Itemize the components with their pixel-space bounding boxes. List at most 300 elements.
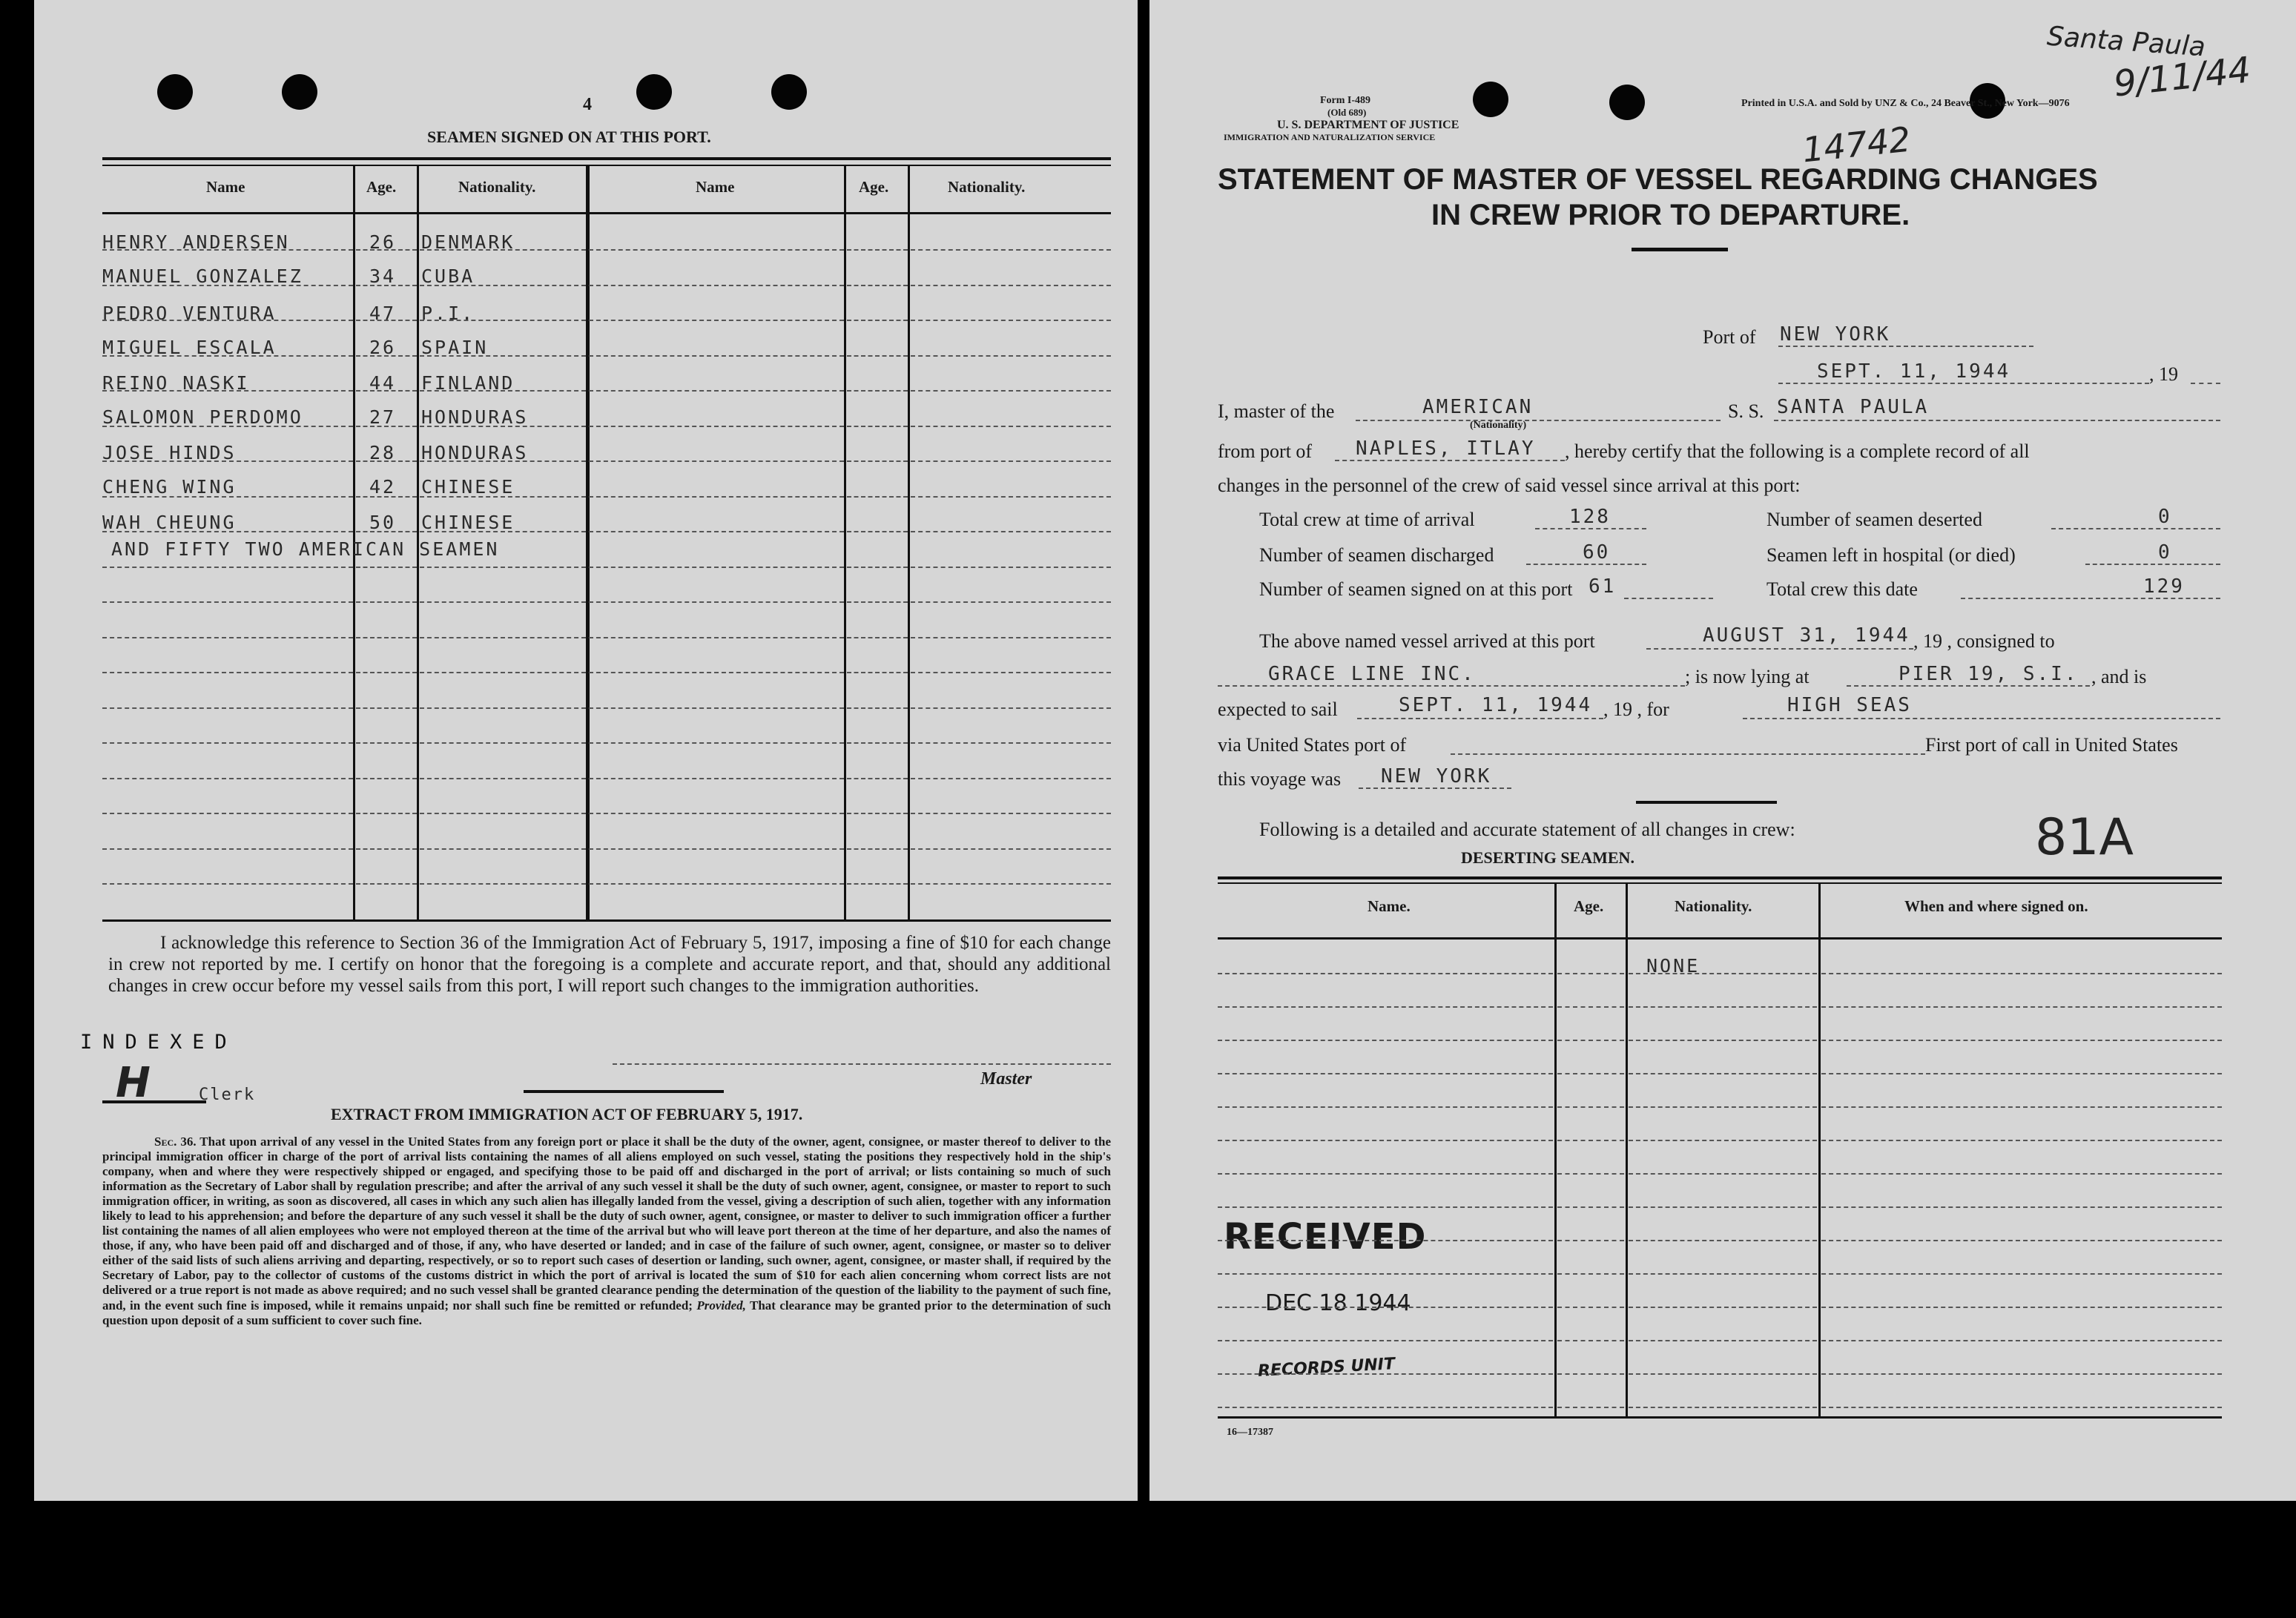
row-line <box>847 285 908 286</box>
desert-entry-none: NONE <box>1646 955 1700 977</box>
desert-row-line <box>1821 1340 2222 1341</box>
consignee: GRACE LINE INC. <box>1268 663 1476 685</box>
port-of-line <box>1778 346 2033 347</box>
row-line <box>589 320 844 321</box>
arrived-label: The above named vessel arrived at this port <box>1259 630 1595 652</box>
desert-row-line <box>1557 1307 1624 1308</box>
row-line <box>356 742 417 744</box>
desert-row-line <box>1557 1273 1624 1275</box>
table-header-rule <box>102 212 1111 214</box>
arrival-date: AUGUST 31, 1944 <box>1703 624 1910 647</box>
certify-text: , hereby certify that the following is a complete record of all <box>1565 440 2030 462</box>
row-line <box>420 778 586 779</box>
row-line <box>356 496 417 498</box>
vessel-name: SANTA PAULA <box>1777 396 1930 418</box>
row-line <box>102 637 353 638</box>
form-title-line2: IN CREW PRIOR TO DEPARTURE. <box>1431 199 1910 231</box>
row-line <box>847 390 908 392</box>
section-rule <box>1636 801 1777 804</box>
header-name: Name <box>206 178 245 196</box>
row-line <box>911 567 1111 568</box>
row-line <box>847 460 908 462</box>
seaman-nationality: CUBA <box>421 265 475 287</box>
seaman-nationality: SPAIN <box>421 337 489 358</box>
row-line <box>420 883 586 885</box>
row-line <box>102 355 353 357</box>
desert-row-line <box>1629 1373 1817 1375</box>
seaman-name: MIGUEL ESCALA <box>102 337 277 358</box>
seaman-nationality: CHINESE <box>421 512 515 533</box>
row-line <box>847 355 908 357</box>
row-line <box>847 883 908 885</box>
row-line <box>420 320 586 321</box>
clerk-underline <box>102 1100 206 1103</box>
row-line <box>589 601 844 603</box>
desert-row-line <box>1218 1240 1553 1241</box>
lying-text: ; is now lying at <box>1685 666 1810 687</box>
row-line <box>911 637 1111 638</box>
row-line <box>102 285 353 286</box>
seaman-name: MANUEL GONZALEZ <box>102 265 303 287</box>
first-port-text: First port of call in United States <box>1925 734 2178 756</box>
row-line <box>420 707 586 709</box>
row-line <box>356 355 417 357</box>
from-port-line <box>1335 460 1565 461</box>
row-line <box>847 778 908 779</box>
row-line <box>420 637 586 638</box>
row-line <box>589 249 844 251</box>
row-line <box>102 426 353 427</box>
seaman-nationality: CHINESE <box>421 476 515 498</box>
row-line <box>911 390 1111 392</box>
printed-by: Printed in U.S.A. and Sold by UNZ & Co., 24 Beaver St., New York—9076 <box>1741 98 2070 109</box>
row-line <box>911 813 1111 814</box>
row-line <box>847 320 908 321</box>
statement-date: SEPT. 11, 1944 <box>1817 360 2011 383</box>
desert-row-line <box>1629 1206 1817 1208</box>
row-line <box>420 426 586 427</box>
row-line <box>589 848 844 850</box>
desert-row-line <box>1821 1307 2222 1308</box>
received-date: DEC 18 1944 <box>1265 1290 1411 1316</box>
destination-line <box>1743 718 2220 719</box>
desert-row-line <box>1557 1006 1624 1008</box>
desert-header-name: Name. <box>1368 897 1411 915</box>
row-line <box>102 778 353 779</box>
stat-value: 129 <box>2143 575 2185 598</box>
desert-row-line <box>1218 1173 1553 1175</box>
row-line <box>847 426 908 427</box>
desert-row-line <box>1218 1307 1553 1308</box>
row-line <box>102 567 353 568</box>
row-line <box>911 355 1111 357</box>
seaman-age: 27 <box>369 406 397 428</box>
row-line <box>847 848 908 850</box>
sail-date: SEPT. 11, 1944 <box>1399 694 1593 716</box>
row-line <box>356 460 417 462</box>
via-line <box>1451 753 1925 755</box>
stat-value: 61 <box>1589 575 1617 598</box>
punch-hole <box>636 74 672 110</box>
desert-row-line <box>1557 1407 1624 1408</box>
arrival-date-line <box>1646 648 1913 650</box>
row-line <box>356 285 417 286</box>
desert-row-line <box>1821 973 2222 974</box>
desert-row-line <box>1629 1240 1817 1241</box>
row-line <box>102 848 353 850</box>
desert-row-line <box>1218 1073 1553 1074</box>
row-line <box>911 285 1111 286</box>
desert-col-divider <box>1554 882 1557 1416</box>
extract-text: Sec. 36. That upon arrival of any vessel in the United States from any foreign port or place it shall be the duty of the owner, agent, consignee, or master thereof to deliver to the principal immigration officer in charge of the port of arrival lists containing the names of all aliens employed on such vessel, stating the positions they respectively hold in the ship's company, when and where they were respectively shipped or engaged, and specifying those to be paid off and discharged in the port of arrival; or lists containing so much of such information as the Secretary of Labor shall by regulation prescribe; and after the arrival of any such vessel it shall be the duty of such owner, agent, consignee, or master to report to such immigration officer, in writing, as soon as discovered, all cases in which any such alien has illegally landed from the vessel, giving a description of such alien, together with any information likely to lead to his apprehension; and before the departure of any such vessel it shall be the duty of such owner, agent, consignee, or master to deliver to such immigration officer a further list containing the names of all alien employees who were not employed thereon at the time of the arrival but who will leave port thereon at the time of her departure, and also the names of those, if any, who have been paid off and discharged and of those, if any, who have deserted or landed; and in case of the failure of such owner, agent, consignee, or master so to deliver either of the said lists of such aliens arriving and departing, respectively, or so to report such cases of desertion or landing, such owner, agent, consignee, or master shall, if required by the Secretary of Labor, pay to the collector of customs of the customs district in which the port of arrival is located the sum of $10 for each alien concerning whom correct lists are not delivered or a true report is not made as above required; and no such vessel shall be granted clearance pending the determination of the question of the liability to the payment of such fine, and, in the event such fine is imposed, while it remains unpaid; nor shall such fine be remitted or refunded; Provided, That clearance may be granted prior to the determination of such question upon deposit of a sum sufficient to cover such fine. <box>102 1135 1111 1327</box>
via-label: via United States port of <box>1218 734 1407 756</box>
row-line <box>847 249 908 251</box>
row-line <box>589 460 844 462</box>
row-line <box>911 426 1111 427</box>
seaman-name: JOSE HINDS <box>102 442 237 463</box>
desert-row-line <box>1821 1006 2222 1008</box>
additional-seamen-note: AND FIFTY TWO AMERICAN SEAMEN <box>111 538 500 560</box>
seaman-name: REINO NASKI <box>102 372 250 394</box>
desert-row-line <box>1218 1407 1553 1408</box>
indexed-stamp: INDEXED <box>80 1031 237 1054</box>
seaman-age: 28 <box>369 442 397 463</box>
row-line <box>847 813 908 814</box>
header-nationality: Nationality. <box>458 178 536 196</box>
department: U. S. DEPARTMENT OF JUSTICE <box>1277 119 1459 131</box>
row-line <box>102 531 353 532</box>
seaman-age: 26 <box>369 337 397 358</box>
row-line <box>356 249 417 251</box>
row-line <box>589 426 844 427</box>
desert-row-line <box>1821 1273 2222 1275</box>
desert-row-line <box>1821 1373 2222 1375</box>
form-number: Form I-489 <box>1320 95 1371 106</box>
row-line <box>102 813 353 814</box>
seaman-nationality: HONDURAS <box>421 442 529 463</box>
row-line <box>911 742 1111 744</box>
seaman-age: 42 <box>369 476 397 498</box>
row-line <box>911 778 1111 779</box>
row-line <box>911 883 1111 885</box>
voyage-label: this voyage was <box>1218 768 1342 790</box>
for-text: , 19 , for <box>1603 699 1669 720</box>
pier-line <box>1847 685 2090 687</box>
master-of-label: I, master of the <box>1218 400 1335 422</box>
row-line <box>420 601 586 603</box>
row-line <box>356 672 417 673</box>
header-age: Age. <box>859 178 889 196</box>
stat-line <box>1961 598 2220 599</box>
row-line <box>356 707 417 709</box>
desert-row-line <box>1629 1173 1817 1175</box>
desert-row-line <box>1557 973 1624 974</box>
row-line <box>102 249 353 251</box>
punch-hole <box>1609 85 1645 120</box>
acknowledgement-text: I acknowledge this reference to Section 36 of the Immigration Act of February 5, 1917, imposing a fine of $10 for each change in crew not reported by me. I certify on honor that the foregoing is a complete and accurate report, and that, should any additional changes in crew occur before my vessel sails from this port, I will report such changes to the immigration authorities. <box>108 933 1111 996</box>
stat-label: Number of seamen signed on at this port <box>1259 578 1573 600</box>
table-bottom-rule <box>102 919 1111 922</box>
desert-row-line <box>1629 1006 1817 1008</box>
vessel-name-line <box>1774 420 2220 421</box>
desert-row-line <box>1629 1307 1817 1308</box>
row-line <box>356 390 417 392</box>
nationality-line <box>1356 420 1721 421</box>
row-line <box>847 496 908 498</box>
row-line <box>847 601 908 603</box>
row-line <box>589 567 844 568</box>
expected-label: expected to sail <box>1218 699 1338 720</box>
seaman-name: PEDRO VENTURA <box>102 303 277 324</box>
consigned-text: , 19 , consigned to <box>1913 630 2055 652</box>
desert-header-signed-on: When and where signed on. <box>1904 897 2088 915</box>
page-number: 4 <box>583 95 592 114</box>
punch-hole <box>282 74 317 110</box>
stat-value: 128 <box>1569 506 1611 528</box>
corner-note-vessel: Santa Paula <box>2045 21 2207 63</box>
row-line <box>911 320 1111 321</box>
desert-row-line <box>1821 1173 2222 1175</box>
stat-label: Total crew at time of arrival <box>1259 509 1475 530</box>
row-line <box>356 426 417 427</box>
desert-table-top-thin <box>1218 882 2222 884</box>
seaman-name: WAH CHEUNG <box>102 512 237 533</box>
voyage-line <box>1359 787 1511 789</box>
stat-line <box>2051 528 2220 529</box>
voyage-port: NEW YORK <box>1381 765 1492 787</box>
seaman-age: 50 <box>369 512 397 533</box>
punch-hole <box>157 74 193 110</box>
stat-label: Total crew this date <box>1766 578 1918 600</box>
desert-row-line <box>1557 1106 1624 1108</box>
title-rule <box>1632 248 1728 251</box>
row-line <box>102 320 353 321</box>
punch-hole <box>771 74 807 110</box>
row-line <box>420 460 586 462</box>
row-line <box>589 672 844 673</box>
corner-note-date: 9/11/44 <box>2111 49 2253 105</box>
row-line <box>102 390 353 392</box>
row-line <box>102 496 353 498</box>
clerk-label: Clerk <box>199 1086 256 1104</box>
from-port-label: from port of <box>1218 440 1313 462</box>
row-line <box>589 883 844 885</box>
row-line <box>911 249 1111 251</box>
footer-code: 16—17387 <box>1227 1427 1273 1438</box>
desert-row-line <box>1557 1040 1624 1041</box>
from-port-value: NAPLES, ITLAY <box>1356 437 1536 460</box>
col-divider <box>844 165 846 919</box>
row-line <box>589 390 844 392</box>
desert-row-line <box>1629 1073 1817 1074</box>
and-is-text: , and is <box>2091 666 2147 687</box>
row-line <box>356 531 417 532</box>
seaman-nationality: HONDURAS <box>421 406 529 428</box>
col-divider <box>586 165 590 919</box>
vessel-nationality: AMERICAN <box>1422 396 1534 418</box>
service: IMMIGRATION AND NATURALIZATION SERVICE <box>1224 132 1436 142</box>
row-line <box>911 707 1111 709</box>
row-line <box>847 637 908 638</box>
desert-header-nationality: Nationality. <box>1675 897 1752 915</box>
date-year-prefix: , 19 <box>2149 363 2178 385</box>
desert-table-bottom <box>1218 1416 2222 1419</box>
seaman-age: 26 <box>369 231 397 253</box>
row-line <box>356 883 417 885</box>
desert-table-top <box>1218 876 2222 879</box>
form-old-number: (Old 689) <box>1327 107 1367 118</box>
records-unit-stamp: RECORDS UNIT <box>1257 1355 1396 1381</box>
stat-label: Number of seamen deserted <box>1766 509 1982 530</box>
row-line <box>356 637 417 638</box>
row-line <box>420 285 586 286</box>
desert-col-divider <box>1626 882 1628 1416</box>
row-line <box>356 848 417 850</box>
left-page <box>34 0 1138 1501</box>
row-line <box>589 742 844 744</box>
desert-row-line <box>1557 1140 1624 1141</box>
row-line <box>911 848 1111 850</box>
row-line <box>847 567 908 568</box>
row-line <box>911 496 1111 498</box>
desert-row-line <box>1821 1106 2222 1108</box>
desert-row-line <box>1557 1206 1624 1208</box>
row-line <box>420 249 586 251</box>
seaman-nationality: FINLAND <box>421 372 515 394</box>
desert-row-line <box>1629 1340 1817 1341</box>
nationality-caption: (Nationality) <box>1470 420 1527 431</box>
desert-row-line <box>1629 1106 1817 1108</box>
stat-value: 0 <box>2158 506 2172 528</box>
desert-row-line <box>1821 1073 2222 1074</box>
desert-row-line <box>1629 1040 1817 1041</box>
destination: HIGH SEAS <box>1787 694 1912 716</box>
desert-row-line <box>1218 973 1553 974</box>
seaman-age: 47 <box>369 303 397 324</box>
stat-label: Seamen left in hospital (or died) <box>1766 544 2016 566</box>
desert-row-line <box>1218 1206 1553 1208</box>
desert-row-line <box>1629 1407 1817 1408</box>
col-divider <box>908 165 910 919</box>
row-line <box>847 742 908 744</box>
row-line <box>420 813 586 814</box>
section-title: SEAMEN SIGNED ON AT THIS PORT. <box>427 128 711 146</box>
row-line <box>911 601 1111 603</box>
ss-label: S. S. <box>1728 400 1764 422</box>
stat-line <box>1624 598 1713 599</box>
desert-row-line <box>1629 973 1817 974</box>
row-line <box>102 672 353 673</box>
row-line <box>102 883 353 885</box>
stat-label: Number of seamen discharged <box>1259 544 1494 566</box>
row-line <box>420 355 586 357</box>
desert-row-line <box>1218 1106 1553 1108</box>
row-line <box>847 672 908 673</box>
desert-row-line <box>1821 1040 2222 1041</box>
sail-date-line <box>1357 718 1603 719</box>
row-line <box>356 567 417 568</box>
row-line <box>911 531 1111 532</box>
row-line <box>102 601 353 603</box>
row-line <box>589 813 844 814</box>
desert-row-line <box>1218 1040 1553 1041</box>
port-of-label: Port of <box>1703 326 1756 348</box>
desert-row-line <box>1557 1073 1624 1074</box>
desert-row-line <box>1218 1373 1553 1375</box>
row-line <box>847 531 908 532</box>
desert-row-line <box>1557 1173 1624 1175</box>
extract-title: EXTRACT FROM IMMIGRATION ACT OF FEBRUARY 5, 1917. <box>331 1105 803 1123</box>
seaman-name: HENRY ANDERSEN <box>102 231 290 253</box>
row-line <box>420 742 586 744</box>
desert-row-line <box>1218 1273 1553 1275</box>
desert-row-line <box>1557 1240 1624 1241</box>
row-line <box>420 496 586 498</box>
seaman-nationality: DENMARK <box>421 231 515 253</box>
punch-hole <box>1473 82 1508 117</box>
extract-rule <box>524 1090 724 1093</box>
desert-row-line <box>1218 1140 1553 1141</box>
row-line <box>911 460 1111 462</box>
form-title-line1: STATEMENT OF MASTER OF VESSEL REGARDING CHANGES <box>1218 163 2098 196</box>
row-line <box>356 320 417 321</box>
changes-text: changes in the personnel of the crew of said vessel since arrival at this port: <box>1218 475 1801 496</box>
desert-row-line <box>1218 1006 1553 1008</box>
desert-row-line <box>1821 1407 2222 1408</box>
row-line <box>589 778 844 779</box>
consignee-line <box>1218 685 1685 687</box>
tag-81a: 81A <box>2035 808 2134 867</box>
table-top-rule-thin <box>102 165 1111 166</box>
port-of-value: NEW YORK <box>1780 323 1891 346</box>
desert-row-line <box>1821 1206 2222 1208</box>
row-line <box>589 637 844 638</box>
row-line <box>356 778 417 779</box>
handwritten-number: 14742 <box>1800 119 1913 171</box>
deserting-title: DESERTING SEAMEN. <box>1461 848 1634 867</box>
master-label: Master <box>980 1069 1032 1089</box>
desert-header-age: Age. <box>1574 897 1604 915</box>
stat-line <box>2085 564 2220 565</box>
date-year-line <box>2191 383 2220 384</box>
desert-row-line <box>1629 1273 1817 1275</box>
statement-date-line <box>1778 383 2149 384</box>
desert-col-divider <box>1818 882 1821 1416</box>
desert-row-line <box>1218 1340 1553 1341</box>
master-signature-line <box>613 1063 1111 1065</box>
stat-line <box>1535 528 1646 529</box>
row-line <box>911 672 1111 673</box>
clerk-initials: H <box>116 1059 151 1107</box>
row-line <box>589 531 844 532</box>
row-line <box>102 460 353 462</box>
table-top-rule <box>102 157 1111 160</box>
desert-row-line <box>1629 1140 1817 1141</box>
right-page <box>1149 0 2296 1501</box>
row-line <box>420 390 586 392</box>
row-line <box>589 355 844 357</box>
row-line <box>420 531 586 532</box>
stat-value: 0 <box>2158 541 2172 564</box>
row-line <box>420 567 586 568</box>
seaman-age: 34 <box>369 265 397 287</box>
row-line <box>589 707 844 709</box>
desert-row-line <box>1557 1340 1624 1341</box>
stat-value: 60 <box>1583 541 1611 564</box>
row-line <box>420 848 586 850</box>
row-line <box>102 742 353 744</box>
desert-header-rule <box>1218 937 2222 940</box>
